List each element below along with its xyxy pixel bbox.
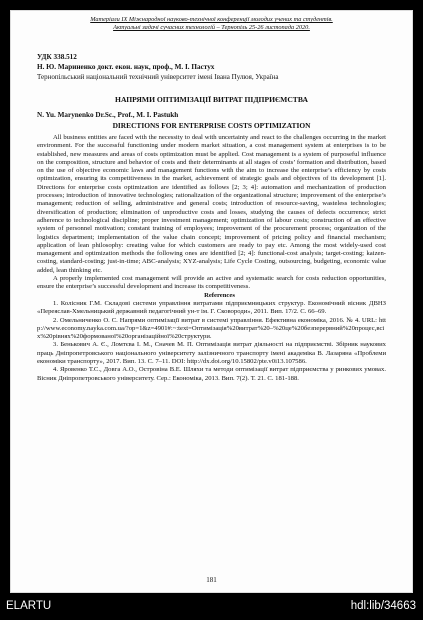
conference-header-line1: Матеріали ІХ Міжнародної науково-технічної конференції молодих учених та студентів. bbox=[90, 16, 333, 23]
document-page bbox=[10, 10, 413, 593]
title-ua: НАПРЯМИ ОПТИМІЗАЦІЇ ВИТРАТ ПІДПРИЄМСТВА bbox=[115, 95, 308, 104]
conference-header bbox=[27, 16, 396, 32]
authors-ua: Н. Ю. Мариненко докт. екон. наук, проф., М. І. Пастух bbox=[37, 63, 215, 71]
body-paragraph: A properly implemented cost management will provide an active and systematic search for costs reduction opportunities, ensure the enterprise’s successful development and increase its competitiveness. bbox=[37, 275, 386, 291]
page-number: 181 bbox=[206, 576, 217, 584]
body-paragraph: All business entities are faced with the necessity to deal with uncertainty and react to the challenges occurring in the market environment. For the successful functioning under modern market situation, a cost management system at enterprises is to be established, new measures and areas of costs optimization must be applied. Cost management is a system of purposeful influence on the composition, structure and behavior of costs and their determinants at all stages of costs’ formation and distribution, based on the use of objective economic laws and management functions with the aim to increase the enterprise’s efficiency by costs optimization, ensuring its competitiveness in the market, achievement of strategic goals and objectives of its development [1]. Directions for enterprise costs optimization are identified as follows [2; 3; 4]: automation and mechanization of production processes; introduction of innovative technologies; rationalization of the organizational structure; improvement of the enterprise’s management; reduction of selling, administrative and general costs; introduction of resource-saving, wasteless technologies; diversification of production; elimination of unproductive costs and losses, studying the causes of defects occurrence; strict adherence to technological discipline; proper investment management; optimization of labour costs; construction of an effective system of personnel motivation; constant training of employees; improvement of the procurement process; organization of the logistics department; implementation of the value chain concept; improvement of pricing policy and financial mechanism; application of lean philosophy: creating value for which customers are ready to pay etc. Among the most widely-used cost management and optimization methods the following ones are identified [2; 4]: functional-cost analysis; target-costing; kaizen-costing, standard-costing; just-in-time; ABC-analysis; XYZ-analysis; Life Cycle Costing, outsourcing, budgeting, economic value added, lean thinking etc. bbox=[37, 134, 386, 274]
references-heading: References bbox=[204, 291, 235, 299]
title-en: DIRECTIONS FOR ENTERPRISE COSTS OPTIMIZATION bbox=[112, 121, 311, 130]
udc-code: УДК 338.512 bbox=[37, 53, 77, 61]
footer-bar bbox=[0, 593, 423, 620]
reference-item: 2. Омельниченко О. С. Напрями оптимізації витрат в системі управління. Ефективна економіка, 2016. № 4. URL: http://www.economy.nayka.com.ua/?op=1&z=4901#:~:text=Оптимізація%20витрат%20–%20це%20безперервний%20процес,всіх%20рівнях%20формованої%20організаційної%20структури. bbox=[37, 316, 386, 341]
affiliation-ua: Тернопільський національний технічний університет імені Івана Пулюя, Україна bbox=[37, 73, 279, 81]
repository-name: ELARTU bbox=[6, 600, 52, 612]
reference-item: 3. Бенькович А. Є., Ломтєва І. М., Сначев М. П. Оптимізація витрат діяльності на підприємстві. Збірник наукових праць Дніпропетровського національного університету залізничного транспорту імені академіка В. Лазаряна «Проблеми економіки транспорту», 2017. Вип. 13. С. 7–11. DOI: http://dx.doi.org/10.15802/pte.v0i13.107586. bbox=[37, 341, 386, 366]
conference-header-line2: Актуальні задачі сучасних технологій – Тернопіль 25-26 листопада 2020. bbox=[113, 24, 310, 31]
authors-en: N. Yu. Marynenko Dr.Sc., Prof., M. I. Pastukh bbox=[37, 111, 179, 119]
reference-item: 1. Колісник Г.М. Складові системи управління витратами підприємницьких структур. Економічний вісник ДВНЗ «Переяслав-Хмельницький державний педагогічний ун-т ім. Г. Сковороди», 2011. Вип. 17/2. С. 66–69. bbox=[37, 299, 386, 316]
handle-id: hdl:lib/34663 bbox=[350, 600, 416, 612]
article-body bbox=[37, 134, 386, 383]
reference-item: 4. Яровенко Т.С., Довга А.О., Островіна В.Е. Шляхи та методи оптимізації витрат підприємства у ринкових умовах. Вісник Дніпропетровського університету. Сер.: Економіка, 2013. Вип. 7(2). Т. 21. С. 181-188. bbox=[37, 366, 386, 382]
